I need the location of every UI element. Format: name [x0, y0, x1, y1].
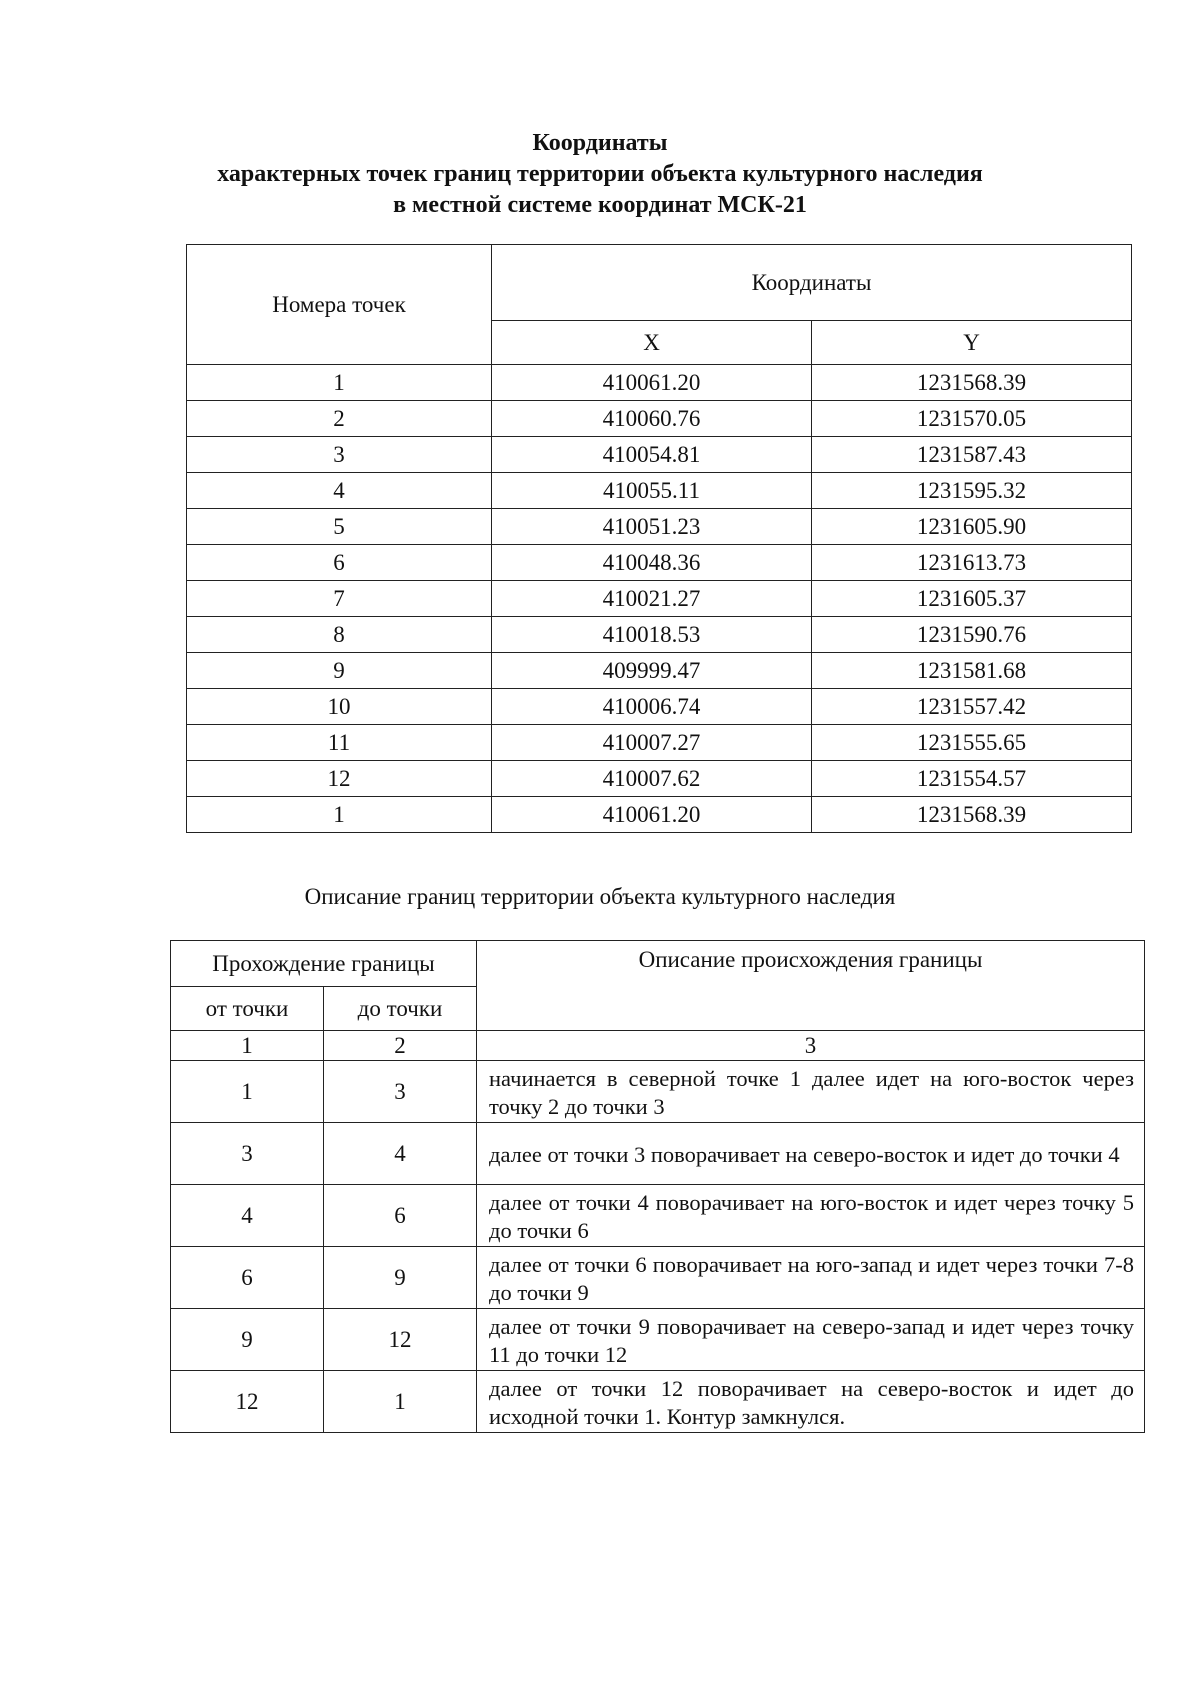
- point-number-cell: 8: [187, 617, 492, 653]
- from-point-cell: 3: [171, 1123, 324, 1185]
- to-point-cell: 1: [324, 1371, 477, 1433]
- table-row: [187, 401, 1132, 437]
- x-coordinate-cell: 410054.81: [492, 437, 812, 473]
- point-number-cell: 11: [187, 725, 492, 761]
- coordinates-table: [186, 244, 1132, 833]
- y-coordinate-cell: 1231605.37: [812, 581, 1132, 617]
- y-coordinate-cell: 1231570.05: [812, 401, 1132, 437]
- description-caption: Описание границ территории объекта культурного наследия: [304, 884, 896, 909]
- table-row: [187, 437, 1132, 473]
- header-from-point: от точки: [171, 987, 324, 1031]
- header-description: Описание происхождения границы: [477, 941, 1145, 1031]
- table-row: [187, 617, 1132, 653]
- title-line-3: в местной системе координат МСК-21: [393, 192, 807, 218]
- point-number-cell: 12: [187, 761, 492, 797]
- header-to-point: до точки: [324, 987, 477, 1031]
- table-row: [187, 761, 1132, 797]
- table-row: [187, 509, 1132, 545]
- to-point-cell: 4: [324, 1123, 477, 1185]
- table-row: [171, 1185, 1145, 1247]
- description-cell: далее от точки 12 поворачивает на северо-восток и идет до исходной точки 1. Контур замкнулся.: [477, 1371, 1145, 1433]
- description-cell: далее от точки 6 поворачивает на юго-запад и идет через точки 7-8 до точки 9: [477, 1247, 1145, 1309]
- table-row: [187, 473, 1132, 509]
- table-row: [171, 1247, 1145, 1309]
- description-cell: далее от точки 3 поворачивает на северо-восток и идет до точки 4: [477, 1123, 1145, 1185]
- description-cell: далее от точки 4 поворачивает на юго-восток и идет через точку 5 до точки 6: [477, 1185, 1145, 1247]
- y-coordinate-cell: 1231554.57: [812, 761, 1132, 797]
- y-coordinate-cell: 1231555.65: [812, 725, 1132, 761]
- header-coordinates: Координаты: [492, 245, 1132, 321]
- header-point-numbers: Номера точек: [187, 245, 492, 365]
- to-point-cell: 6: [324, 1185, 477, 1247]
- x-coordinate-cell: 409999.47: [492, 653, 812, 689]
- boundary-description-table: [170, 940, 1145, 1433]
- y-coordinate-cell: 1231568.39: [812, 797, 1132, 833]
- table-row: [171, 1123, 1145, 1185]
- x-coordinate-cell: 410061.20: [492, 365, 812, 401]
- header-x: X: [492, 321, 812, 365]
- point-number-cell: 2: [187, 401, 492, 437]
- header-boundary-passage: Прохождение границы: [171, 941, 477, 987]
- table-row: [187, 545, 1132, 581]
- point-number-cell: 1: [187, 365, 492, 401]
- y-coordinate-cell: 1231613.73: [812, 545, 1132, 581]
- x-coordinate-cell: 410048.36: [492, 545, 812, 581]
- table-row: [171, 1309, 1145, 1371]
- point-number-cell: 4: [187, 473, 492, 509]
- y-coordinate-cell: 1231581.68: [812, 653, 1132, 689]
- table-row: [187, 653, 1132, 689]
- description-cell: начинается в северной точке 1 далее идет на юго-восток через точку 2 до точки 3: [477, 1061, 1145, 1123]
- x-coordinate-cell: 410055.11: [492, 473, 812, 509]
- from-point-cell: 12: [171, 1371, 324, 1433]
- table-row: [187, 725, 1132, 761]
- to-point-cell: 12: [324, 1309, 477, 1371]
- table-row: [171, 1371, 1145, 1433]
- table-row: [187, 365, 1132, 401]
- title-line-2: характерных точек границ территории объекта культурного наследия: [217, 161, 983, 187]
- point-number-cell: 3: [187, 437, 492, 473]
- y-coordinate-cell: 1231605.90: [812, 509, 1132, 545]
- to-point-cell: 9: [324, 1247, 477, 1309]
- y-coordinate-cell: 1231568.39: [812, 365, 1132, 401]
- column-number-1: 1: [171, 1031, 324, 1061]
- document-title: [150, 128, 1050, 221]
- title-line-1: Координаты: [532, 130, 668, 156]
- x-coordinate-cell: 410018.53: [492, 617, 812, 653]
- point-number-cell: 6: [187, 545, 492, 581]
- from-point-cell: 6: [171, 1247, 324, 1309]
- header-y: Y: [812, 321, 1132, 365]
- x-coordinate-cell: 410060.76: [492, 401, 812, 437]
- point-number-cell: 7: [187, 581, 492, 617]
- x-coordinate-cell: 410007.27: [492, 725, 812, 761]
- point-number-cell: 9: [187, 653, 492, 689]
- table-row: [187, 689, 1132, 725]
- y-coordinate-cell: 1231587.43: [812, 437, 1132, 473]
- x-coordinate-cell: 410051.23: [492, 509, 812, 545]
- point-number-cell: 10: [187, 689, 492, 725]
- point-number-cell: 5: [187, 509, 492, 545]
- x-coordinate-cell: 410061.20: [492, 797, 812, 833]
- y-coordinate-cell: 1231590.76: [812, 617, 1132, 653]
- y-coordinate-cell: 1231595.32: [812, 473, 1132, 509]
- table-row: [187, 797, 1132, 833]
- y-coordinate-cell: 1231557.42: [812, 689, 1132, 725]
- description-cell: далее от точки 9 поворачивает на северо-запад и идет через точку 11 до точки 12: [477, 1309, 1145, 1371]
- x-coordinate-cell: 410021.27: [492, 581, 812, 617]
- table-row: [187, 581, 1132, 617]
- point-number-cell: 1: [187, 797, 492, 833]
- column-number-2: 2: [324, 1031, 477, 1061]
- x-coordinate-cell: 410007.62: [492, 761, 812, 797]
- from-point-cell: 4: [171, 1185, 324, 1247]
- x-coordinate-cell: 410006.74: [492, 689, 812, 725]
- from-point-cell: 9: [171, 1309, 324, 1371]
- column-number-3: 3: [477, 1031, 1145, 1061]
- table-row: [171, 1061, 1145, 1123]
- from-point-cell: 1: [171, 1061, 324, 1123]
- to-point-cell: 3: [324, 1061, 477, 1123]
